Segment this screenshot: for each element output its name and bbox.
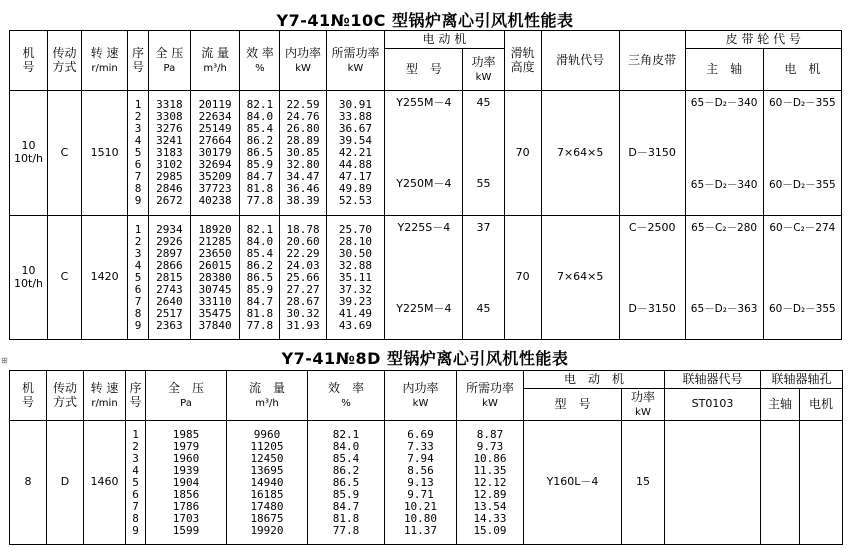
list-value: 23650 bbox=[198, 246, 232, 260]
table-row bbox=[10, 91, 842, 216]
list-value: 2815 bbox=[156, 270, 183, 284]
list-value: 1703 bbox=[172, 511, 200, 525]
inner-power-list bbox=[280, 216, 326, 340]
h-gonglv: 功率 kW bbox=[463, 49, 504, 91]
list-value: 82.1 bbox=[246, 98, 274, 111]
h2-neigong: 内功率 kW bbox=[385, 371, 457, 421]
list-value: 84.0 bbox=[246, 110, 274, 123]
efficiency-list bbox=[308, 421, 385, 545]
table-row bbox=[10, 216, 842, 340]
h2-xinghao: 型 号 bbox=[524, 389, 622, 421]
list-value: 9 bbox=[134, 194, 142, 207]
list-value: 28.67 bbox=[286, 294, 320, 308]
list-value: 2934 bbox=[156, 222, 183, 236]
list-value: 9.71 bbox=[407, 487, 434, 501]
list-value: 2 bbox=[132, 439, 139, 453]
list-value: 35.11 bbox=[338, 270, 373, 284]
list-value: 9.13 bbox=[407, 475, 434, 489]
list-value: 28.10 bbox=[338, 234, 373, 248]
list-value: 81.8 bbox=[332, 511, 360, 525]
flow-list bbox=[227, 421, 308, 545]
h2-xiaolv: 效 率 % bbox=[308, 371, 385, 421]
inner-power-list bbox=[385, 421, 457, 545]
h-xinghao: 型 号 bbox=[385, 49, 463, 91]
list-value: 85.4 bbox=[246, 122, 274, 135]
h2-bore: 联轴器轴孔 bbox=[761, 371, 843, 389]
list-value: 10.80 bbox=[403, 511, 438, 525]
cell-zhuansu: 1510 bbox=[81, 91, 127, 216]
required-power-list bbox=[326, 91, 385, 216]
list-value: 32694 bbox=[198, 158, 232, 171]
list-value: 7 bbox=[134, 170, 142, 183]
h2-suoxu: 所需功率 kW bbox=[457, 371, 524, 421]
list-value: 2897 bbox=[156, 246, 183, 260]
list-value: 85.9 bbox=[246, 158, 274, 171]
seq-list bbox=[128, 91, 149, 216]
list-value: 4 bbox=[134, 258, 142, 272]
list-value: 4 bbox=[134, 134, 142, 147]
list-value: 20119 bbox=[198, 98, 232, 111]
list-value: 5 bbox=[134, 270, 142, 284]
inner-power-list bbox=[280, 91, 326, 216]
list-value: 28.89 bbox=[286, 134, 320, 147]
list-value: 7.94 bbox=[407, 451, 434, 465]
list-value: 84.7 bbox=[246, 170, 274, 183]
motor-power: 15 bbox=[622, 421, 665, 545]
list-value: 41.49 bbox=[338, 306, 373, 320]
list-value: 42.21 bbox=[338, 146, 373, 159]
h-motor: 电 动 机 bbox=[385, 31, 504, 49]
h2-dianji: 电机 bbox=[800, 389, 843, 421]
h-pulley: 皮 带 轮 代 号 bbox=[685, 31, 841, 49]
list-value: 1856 bbox=[172, 487, 200, 501]
list-value: 1786 bbox=[172, 499, 200, 513]
list-value: 35209 bbox=[198, 170, 232, 183]
list-value: 9.73 bbox=[476, 439, 504, 453]
rail-code: 7×64×5 bbox=[541, 216, 619, 340]
list-value: 24.03 bbox=[286, 258, 320, 272]
table1 bbox=[9, 30, 842, 340]
list-value: 38.39 bbox=[286, 194, 320, 207]
list-value: 13.54 bbox=[473, 499, 507, 513]
list-value: 6 bbox=[134, 158, 142, 171]
list-value: 1 bbox=[134, 222, 142, 236]
list-value: 4 bbox=[132, 463, 139, 477]
rail-height: 70 bbox=[504, 91, 541, 216]
cell-jihao: 8 bbox=[10, 421, 47, 545]
list-value: 5 bbox=[132, 475, 139, 489]
seq-list bbox=[126, 421, 146, 545]
list-value: 3 bbox=[134, 246, 142, 260]
belt-code: C－2500 D－3150 bbox=[619, 216, 685, 340]
h2-quanya: 全 压 Pa bbox=[146, 371, 227, 421]
list-value: 5 bbox=[134, 146, 142, 159]
list-value: 37840 bbox=[198, 318, 232, 332]
list-value: 2672 bbox=[156, 194, 183, 207]
list-value: 2 bbox=[134, 234, 142, 248]
pulley-motor: 60－D₂－355 60－D₂－355 bbox=[763, 91, 841, 216]
list-value: 84.0 bbox=[332, 439, 360, 453]
list-value: 77.8 bbox=[332, 523, 360, 537]
pressure-list bbox=[148, 216, 190, 340]
efficiency-list bbox=[240, 216, 280, 340]
list-value: 9960 bbox=[253, 427, 281, 441]
list-value: 11.35 bbox=[473, 463, 507, 477]
table2-title: Y7-41№8D 型锅炉离心引风机性能表 bbox=[281, 349, 569, 368]
h-xiaolv: 效 率 % bbox=[240, 31, 280, 91]
belt-code: D－3150 bbox=[619, 91, 685, 216]
list-value: 81.8 bbox=[246, 306, 274, 320]
h-dianji: 电 机 bbox=[763, 49, 841, 91]
list-value: 33110 bbox=[198, 294, 232, 308]
list-value: 10.86 bbox=[473, 451, 507, 465]
h2-motor: 电 动 机 bbox=[524, 371, 665, 389]
list-value: 8 bbox=[132, 511, 139, 525]
list-value: 86.5 bbox=[332, 475, 360, 489]
list-value: 30.32 bbox=[286, 306, 320, 320]
list-value: 11.37 bbox=[403, 523, 438, 537]
list-value: 7 bbox=[132, 499, 139, 513]
cell-zhuansu: 1460 bbox=[84, 421, 126, 545]
h-neigong: 内功率 kW bbox=[280, 31, 326, 91]
list-value: 37723 bbox=[198, 182, 232, 195]
pressure-list bbox=[146, 421, 227, 545]
list-value: 81.8 bbox=[246, 182, 274, 195]
list-value: 30.50 bbox=[338, 246, 373, 260]
h-huagui-height: 滑轨 高度 bbox=[504, 31, 541, 91]
list-value: 36.46 bbox=[286, 182, 320, 195]
list-value: 34.47 bbox=[286, 170, 320, 183]
cell-zhuansu: 1420 bbox=[81, 216, 127, 340]
h-jihao: 机 号 bbox=[10, 31, 48, 91]
rail-code: 7×64×5 bbox=[541, 91, 619, 216]
table-anchor-icon[interactable]: ⊞ bbox=[1, 356, 8, 365]
list-value: 3102 bbox=[156, 158, 183, 171]
list-value: 18.78 bbox=[286, 222, 320, 236]
list-value: 30.85 bbox=[286, 146, 320, 159]
list-value: 49.89 bbox=[338, 182, 373, 195]
list-value: 2743 bbox=[156, 282, 183, 296]
list-value: 6 bbox=[132, 487, 139, 501]
cell-jihao: 10 10t/h bbox=[10, 216, 48, 340]
list-value: 3 bbox=[134, 122, 142, 135]
list-value: 24.76 bbox=[286, 110, 320, 123]
list-value: 21285 bbox=[198, 234, 232, 248]
list-value: 14.33 bbox=[473, 511, 507, 525]
list-value: 86.2 bbox=[246, 258, 274, 272]
efficiency-list bbox=[240, 91, 280, 216]
list-value: 33.88 bbox=[338, 110, 373, 123]
list-value: 28380 bbox=[198, 270, 232, 284]
list-value: 16185 bbox=[250, 487, 284, 501]
required-power-list bbox=[457, 421, 524, 545]
list-value: 22.59 bbox=[286, 98, 320, 111]
list-value: 86.5 bbox=[246, 270, 274, 284]
list-value: 8.87 bbox=[476, 427, 504, 441]
list-value: 36.67 bbox=[338, 122, 373, 135]
list-value: 11205 bbox=[250, 439, 284, 453]
list-value: 30745 bbox=[198, 282, 232, 296]
list-value: 85.9 bbox=[246, 282, 274, 296]
list-value: 47.17 bbox=[338, 170, 373, 183]
motor-model: Y255M－4 Y250M－4 bbox=[385, 91, 463, 216]
list-value: 2 bbox=[134, 110, 142, 123]
list-value: 84.7 bbox=[246, 294, 274, 308]
list-value: 2866 bbox=[156, 258, 183, 272]
list-value: 25149 bbox=[198, 122, 232, 135]
list-value: 18920 bbox=[198, 222, 232, 236]
cell-chuandong: D bbox=[47, 421, 84, 545]
list-value: 30179 bbox=[198, 146, 232, 159]
h-suoxu: 所需功率 kW bbox=[326, 31, 385, 91]
list-value: 19920 bbox=[250, 523, 284, 537]
list-value: 1939 bbox=[172, 463, 200, 477]
list-value: 22634 bbox=[198, 110, 232, 123]
h2-liuliang: 流 量 m³/h bbox=[227, 371, 308, 421]
list-value: 18675 bbox=[250, 511, 284, 525]
list-value: 13695 bbox=[250, 463, 284, 477]
h-chuandong: 传动 方式 bbox=[48, 31, 82, 91]
list-value: 1 bbox=[134, 98, 142, 111]
list-value: 3318 bbox=[156, 98, 183, 111]
list-value: 85.4 bbox=[332, 451, 360, 465]
list-value: 3308 bbox=[156, 110, 183, 123]
motor-model: Y225S－4 Y225M－4 bbox=[385, 216, 463, 340]
coupling-code-cell bbox=[665, 421, 761, 545]
table2 bbox=[9, 370, 843, 545]
list-value: 25.66 bbox=[286, 270, 320, 284]
list-value: 2363 bbox=[156, 318, 183, 332]
list-value: 17480 bbox=[250, 499, 284, 513]
list-value: 3241 bbox=[156, 134, 183, 147]
list-value: 7 bbox=[134, 294, 142, 308]
h2-chuandong: 传动 方式 bbox=[47, 371, 84, 421]
list-value: 3 bbox=[132, 451, 139, 465]
list-value: 26.80 bbox=[286, 122, 320, 135]
h-zhuzhou: 主 轴 bbox=[685, 49, 763, 91]
list-value: 86.2 bbox=[332, 463, 360, 477]
list-value: 1904 bbox=[172, 475, 200, 489]
cell-chuandong: C bbox=[48, 91, 82, 216]
list-value: 2517 bbox=[156, 306, 183, 320]
motor-power: 37 45 bbox=[463, 216, 504, 340]
cell-chuandong: C bbox=[48, 216, 82, 340]
list-value: 20.60 bbox=[286, 234, 320, 248]
list-value: 14940 bbox=[250, 475, 284, 489]
list-value: 2926 bbox=[156, 234, 183, 248]
list-value: 3276 bbox=[156, 122, 183, 135]
list-value: 84.7 bbox=[332, 499, 360, 513]
list-value: 25.70 bbox=[338, 222, 373, 236]
list-value: 9 bbox=[134, 318, 142, 332]
h2-zhuzhou: 主轴 bbox=[761, 389, 800, 421]
h2-zhuansu: 转 速 r/min bbox=[84, 371, 126, 421]
table1-title: Y7-41№10C 型锅炉离心引风机性能表 bbox=[276, 11, 574, 30]
list-value: 6 bbox=[134, 282, 142, 296]
list-value: 9 bbox=[132, 523, 139, 537]
list-value: 44.88 bbox=[338, 158, 373, 171]
motor-power: 45 55 bbox=[463, 91, 504, 216]
list-value: 2985 bbox=[156, 170, 183, 183]
list-value: 35475 bbox=[198, 306, 232, 320]
list-value: 2640 bbox=[156, 294, 183, 308]
list-value: 26015 bbox=[198, 258, 232, 272]
list-value: 40238 bbox=[198, 194, 232, 207]
list-value: 39.54 bbox=[338, 134, 373, 147]
h-sanjiao: 三角皮带 bbox=[619, 31, 685, 91]
list-value: 27664 bbox=[198, 134, 232, 147]
list-value: 85.9 bbox=[332, 487, 360, 501]
seq-list bbox=[128, 216, 149, 340]
list-value: 6.69 bbox=[407, 427, 434, 441]
list-value: 8.56 bbox=[407, 463, 434, 477]
list-value: 39.23 bbox=[338, 294, 373, 308]
list-value: 8 bbox=[134, 182, 142, 195]
list-value: 43.69 bbox=[338, 318, 373, 332]
list-value: 37.32 bbox=[338, 282, 373, 296]
list-value: 82.1 bbox=[332, 427, 360, 441]
list-value: 12.12 bbox=[473, 475, 507, 489]
list-value: 12.89 bbox=[473, 487, 507, 501]
h-quanya: 全 压 Pa bbox=[148, 31, 190, 91]
list-value: 86.2 bbox=[246, 134, 274, 147]
motor-model: Y160L－4 bbox=[524, 421, 622, 545]
required-power-list bbox=[326, 216, 385, 340]
list-value: 7.33 bbox=[407, 439, 434, 453]
pulley-main: 65－C₂－280 65－D₂－363 bbox=[685, 216, 763, 340]
list-value: 85.4 bbox=[246, 246, 274, 260]
h2-gonglv: 功率 kW bbox=[622, 389, 665, 421]
list-value: 52.53 bbox=[338, 194, 373, 207]
list-value: 8 bbox=[134, 306, 142, 320]
list-value: 32.80 bbox=[286, 158, 320, 171]
list-value: 86.5 bbox=[246, 146, 274, 159]
list-value: 77.8 bbox=[246, 318, 274, 332]
h-liuliang: 流 量 m³/h bbox=[190, 31, 239, 91]
h-xu: 序 号 bbox=[128, 31, 149, 91]
list-value: 30.91 bbox=[338, 98, 373, 111]
list-value: 10.21 bbox=[403, 499, 438, 513]
list-value: 1960 bbox=[172, 451, 200, 465]
list-value: 12450 bbox=[250, 451, 284, 465]
list-value: 82.1 bbox=[246, 222, 274, 236]
list-value: 27.27 bbox=[286, 282, 320, 296]
list-value: 3183 bbox=[156, 146, 183, 159]
h-zhuansu: 转 速 r/min bbox=[81, 31, 127, 91]
list-value: 31.93 bbox=[286, 318, 320, 332]
h-huagui-code: 滑轨代号 bbox=[541, 31, 619, 91]
h2-jihao: 机 号 bbox=[10, 371, 47, 421]
list-value: 22.29 bbox=[286, 246, 320, 260]
flow-list bbox=[190, 216, 239, 340]
list-value: 84.0 bbox=[246, 234, 274, 248]
h2-coupling: 联轴器代号 bbox=[665, 371, 761, 389]
list-value: 15.09 bbox=[473, 523, 507, 537]
list-value: 2846 bbox=[156, 182, 183, 195]
list-value: 1599 bbox=[172, 523, 200, 537]
list-value: 1985 bbox=[172, 427, 200, 441]
pulley-motor: 60－C₂－274 60－D₂－355 bbox=[763, 216, 841, 340]
list-value: 1 bbox=[132, 427, 139, 441]
pulley-main: 65－D₂－340 65－D₂－340 bbox=[685, 91, 763, 216]
bore-motor-cell bbox=[800, 421, 843, 545]
cell-jihao: 10 10t/h bbox=[10, 91, 48, 216]
bore-main-cell bbox=[761, 421, 800, 545]
table-row bbox=[10, 421, 843, 545]
flow-list bbox=[190, 91, 239, 216]
list-value: 77.8 bbox=[246, 194, 274, 207]
list-value: 32.88 bbox=[338, 258, 373, 272]
pressure-list bbox=[148, 91, 190, 216]
h2-coupling-code: ST0103 bbox=[665, 389, 761, 421]
list-value: 1979 bbox=[172, 439, 200, 453]
h2-xu: 序 号 bbox=[126, 371, 146, 421]
rail-height: 70 bbox=[504, 216, 541, 340]
